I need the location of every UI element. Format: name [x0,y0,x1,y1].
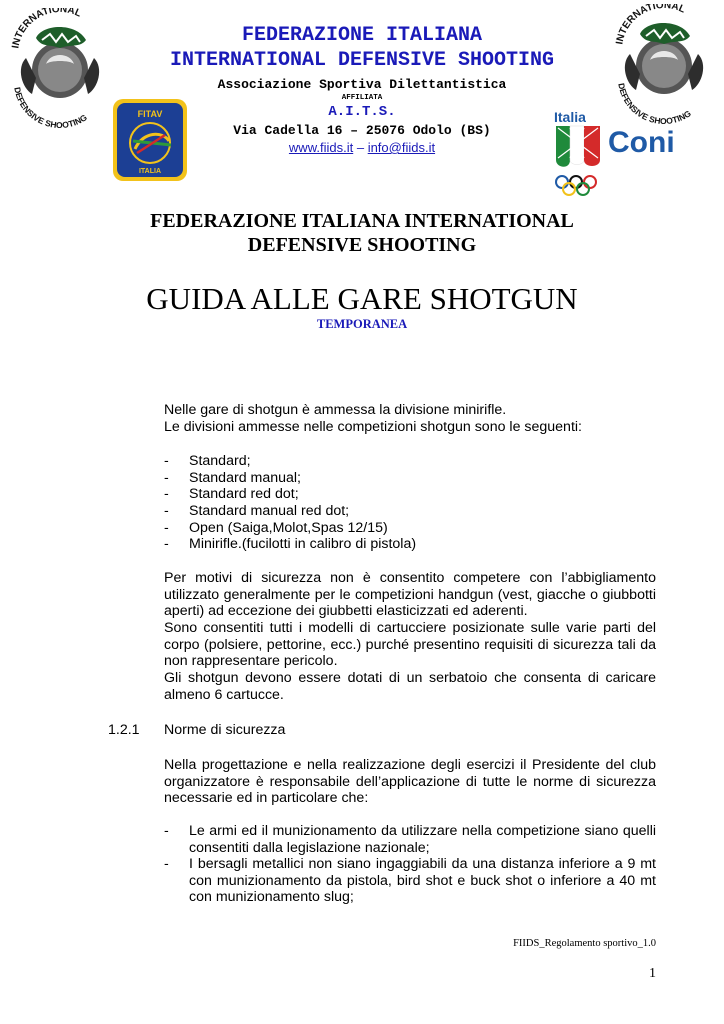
svg-text:Italia: Italia [554,109,586,125]
svg-text:INTERNATIONAL: INTERNATIONAL [10,8,83,50]
magazine-paragraph: Gli shotgun devono essere dotati di un serbatoio che consenta di caricare almeno 6 cartucce. [164,670,656,703]
document-subtitle: TEMPORANEA [316,317,408,331]
document-title: GUIDA ALLE GARE SHOTGUN [146,281,578,316]
clothing-paragraph: Per motivi di sicurezza non è consentito competere con l’abbigliamento utilizzato generalmente per le competizioni handgun (vest, giacche o giubbotti aperti) ad eccezione dei giubbetti elasticizzati ed aderenti. [164,570,656,620]
intro-line: Nelle gare di shotgun è ammessa la divisione minirifle. [164,402,507,418]
footer-document-id: FIIDS_Regolamento sportivo_1.0 [513,938,656,949]
ids-logo-left [6,8,114,128]
email-link[interactable]: info@fiids.it [367,140,436,155]
cartridge-paragraph: Sono consentiti tutti i modelli di cartucciere posizionate sulle varie parti del corpo (polsiere, pettorine, ecc.) purché presentino requisiti di sicurezza tali da non rappresentare pericolo. [164,620,656,670]
contact-separator: – [353,140,368,155]
header-association: Associazione Sportiva Dilettantistica [217,77,507,92]
safety-rule-item: - I bersagli metallici non siano ingaggiabili da una distanza inferiore a 9 mt con munizionamento da pistola, bird shot e buck shot o inferiore a 40 mt con munizionamento slug; [164,856,656,906]
svg-text:Coni: Coni [608,126,675,159]
document-page: INTERNATIONAL DEFENSIVE SHOOTING INTERNATIONAL DEFENSIVE SHOOTING FITAV ITALIA Italia Coni FEDERAZIONE ITALIANA INTERNATIONAL DEFENSIVE SHOOTING Associazione Sportiva Dilettantistica AFFILIATA A.I.T.S. Via Cadella 16 – 25076 Odolo (BS) www.fiids.it – info@fiids.it FEDERAZIONE ITALIANA INTERNATIONAL DEFENSIVE SHOOTING GUIDA ALLE GARE SHOTGUN TEMPORANEA Nelle gare di shotgun è ammessa la divisione minirifle. Le divisioni ammesse nelle competizioni shotgun sono le seguenti: - Standard; - Standard manual; - Standard red dot; - Standard manual red dot; - Open (Saiga,Molot,Spas 12/15) - Minirifle.(fucilotti in calibro di pistola) Per motivi di sicurezza non è consentito competere con l’abbigliamento utilizzato generalmente per le competizioni handgun (vest, giacche o giubbotti aperti) ad eccezione dei giubbetti elasticizzati ed aderenti. Sono consentiti tutti i modelli di cartucciere posizionate sulle varie parti del corpo (polsiere, pettorine, ecc.) purché presentino requisiti di sicurezza tali da non rappresentare pericolo. Gli shotgun devono essere dotati di un serbatoio che consenta di caricare almeno 6 cartucce. 1.2.1 Norme di sicurezza Nella progettazione e nella realizzazione degli esercizi il Presidente del club organizzatore è responsabile dell’applicazione di tutte le norme di sicurezza necessarie ed in particolare che: - Le armi ed il munizionamento da utilizzare nella competizione siano quelli consentiti dalla legislazione nazionale; - I bersagli metallici non siano ingaggiabili da una distanza inferiore a 9 mt con munizionamento da pistola, bird shot e buck shot o inferiore a 40 mt con munizionamento slug; FIIDS_Regolamento sportivo_1.0 1 [0,0,724,1024]
section-number: 1.2.1 [108,722,140,738]
svg-text:DEFENSIVE SHOOTING: DEFENSIVE SHOOTING [12,86,89,128]
section-title: Norme di sicurezza [164,722,286,738]
header-aits: A.I.T.S. [328,104,396,120]
svg-text:INTERNATIONAL: INTERNATIONAL [614,4,687,46]
header-contacts [100,140,624,155]
safety-rule-item: - Le armi ed il munizionamento da utilizzare nella competizione siano quelli consentiti dalla legislazione nazionale; [164,823,656,856]
svg-text:FITAV: FITAV [137,109,163,119]
header-affiliata: AFFILIATA [341,94,383,102]
title-org-line1: FEDERAZIONE ITALIANA INTERNATIONAL [150,210,574,232]
safety-intro-paragraph: Nella progettazione e nella realizzazione degli esercizi il Presidente del club organizzatore è responsabile dell’applicazione di tutte le norme di sicurezza necessarie ed in particolare che: [164,757,656,807]
intro-line: Le divisioni ammesse nelle competizioni shotgun sono le seguenti: [164,419,582,435]
title-org-line2: DEFENSIVE SHOOTING [247,234,477,256]
header-federation-subtitle: INTERNATIONAL DEFENSIVE SHOOTING [169,49,555,72]
olympic-rings-icon [556,176,596,195]
page-number: 1 [649,966,656,981]
svg-text:ITALIA: ITALIA [138,168,162,175]
svg-text:DEFENSIVE SHOOTING: DEFENSIVE SHOOTING [616,82,693,124]
header-federation-name: FEDERAZIONE ITALIANA [241,24,483,47]
header-address: Via Cadella 16 – 25076 Odolo (BS) [233,123,491,138]
website-link[interactable]: www.fiids.it [288,140,354,155]
ids-emblem-icon [6,8,114,128]
